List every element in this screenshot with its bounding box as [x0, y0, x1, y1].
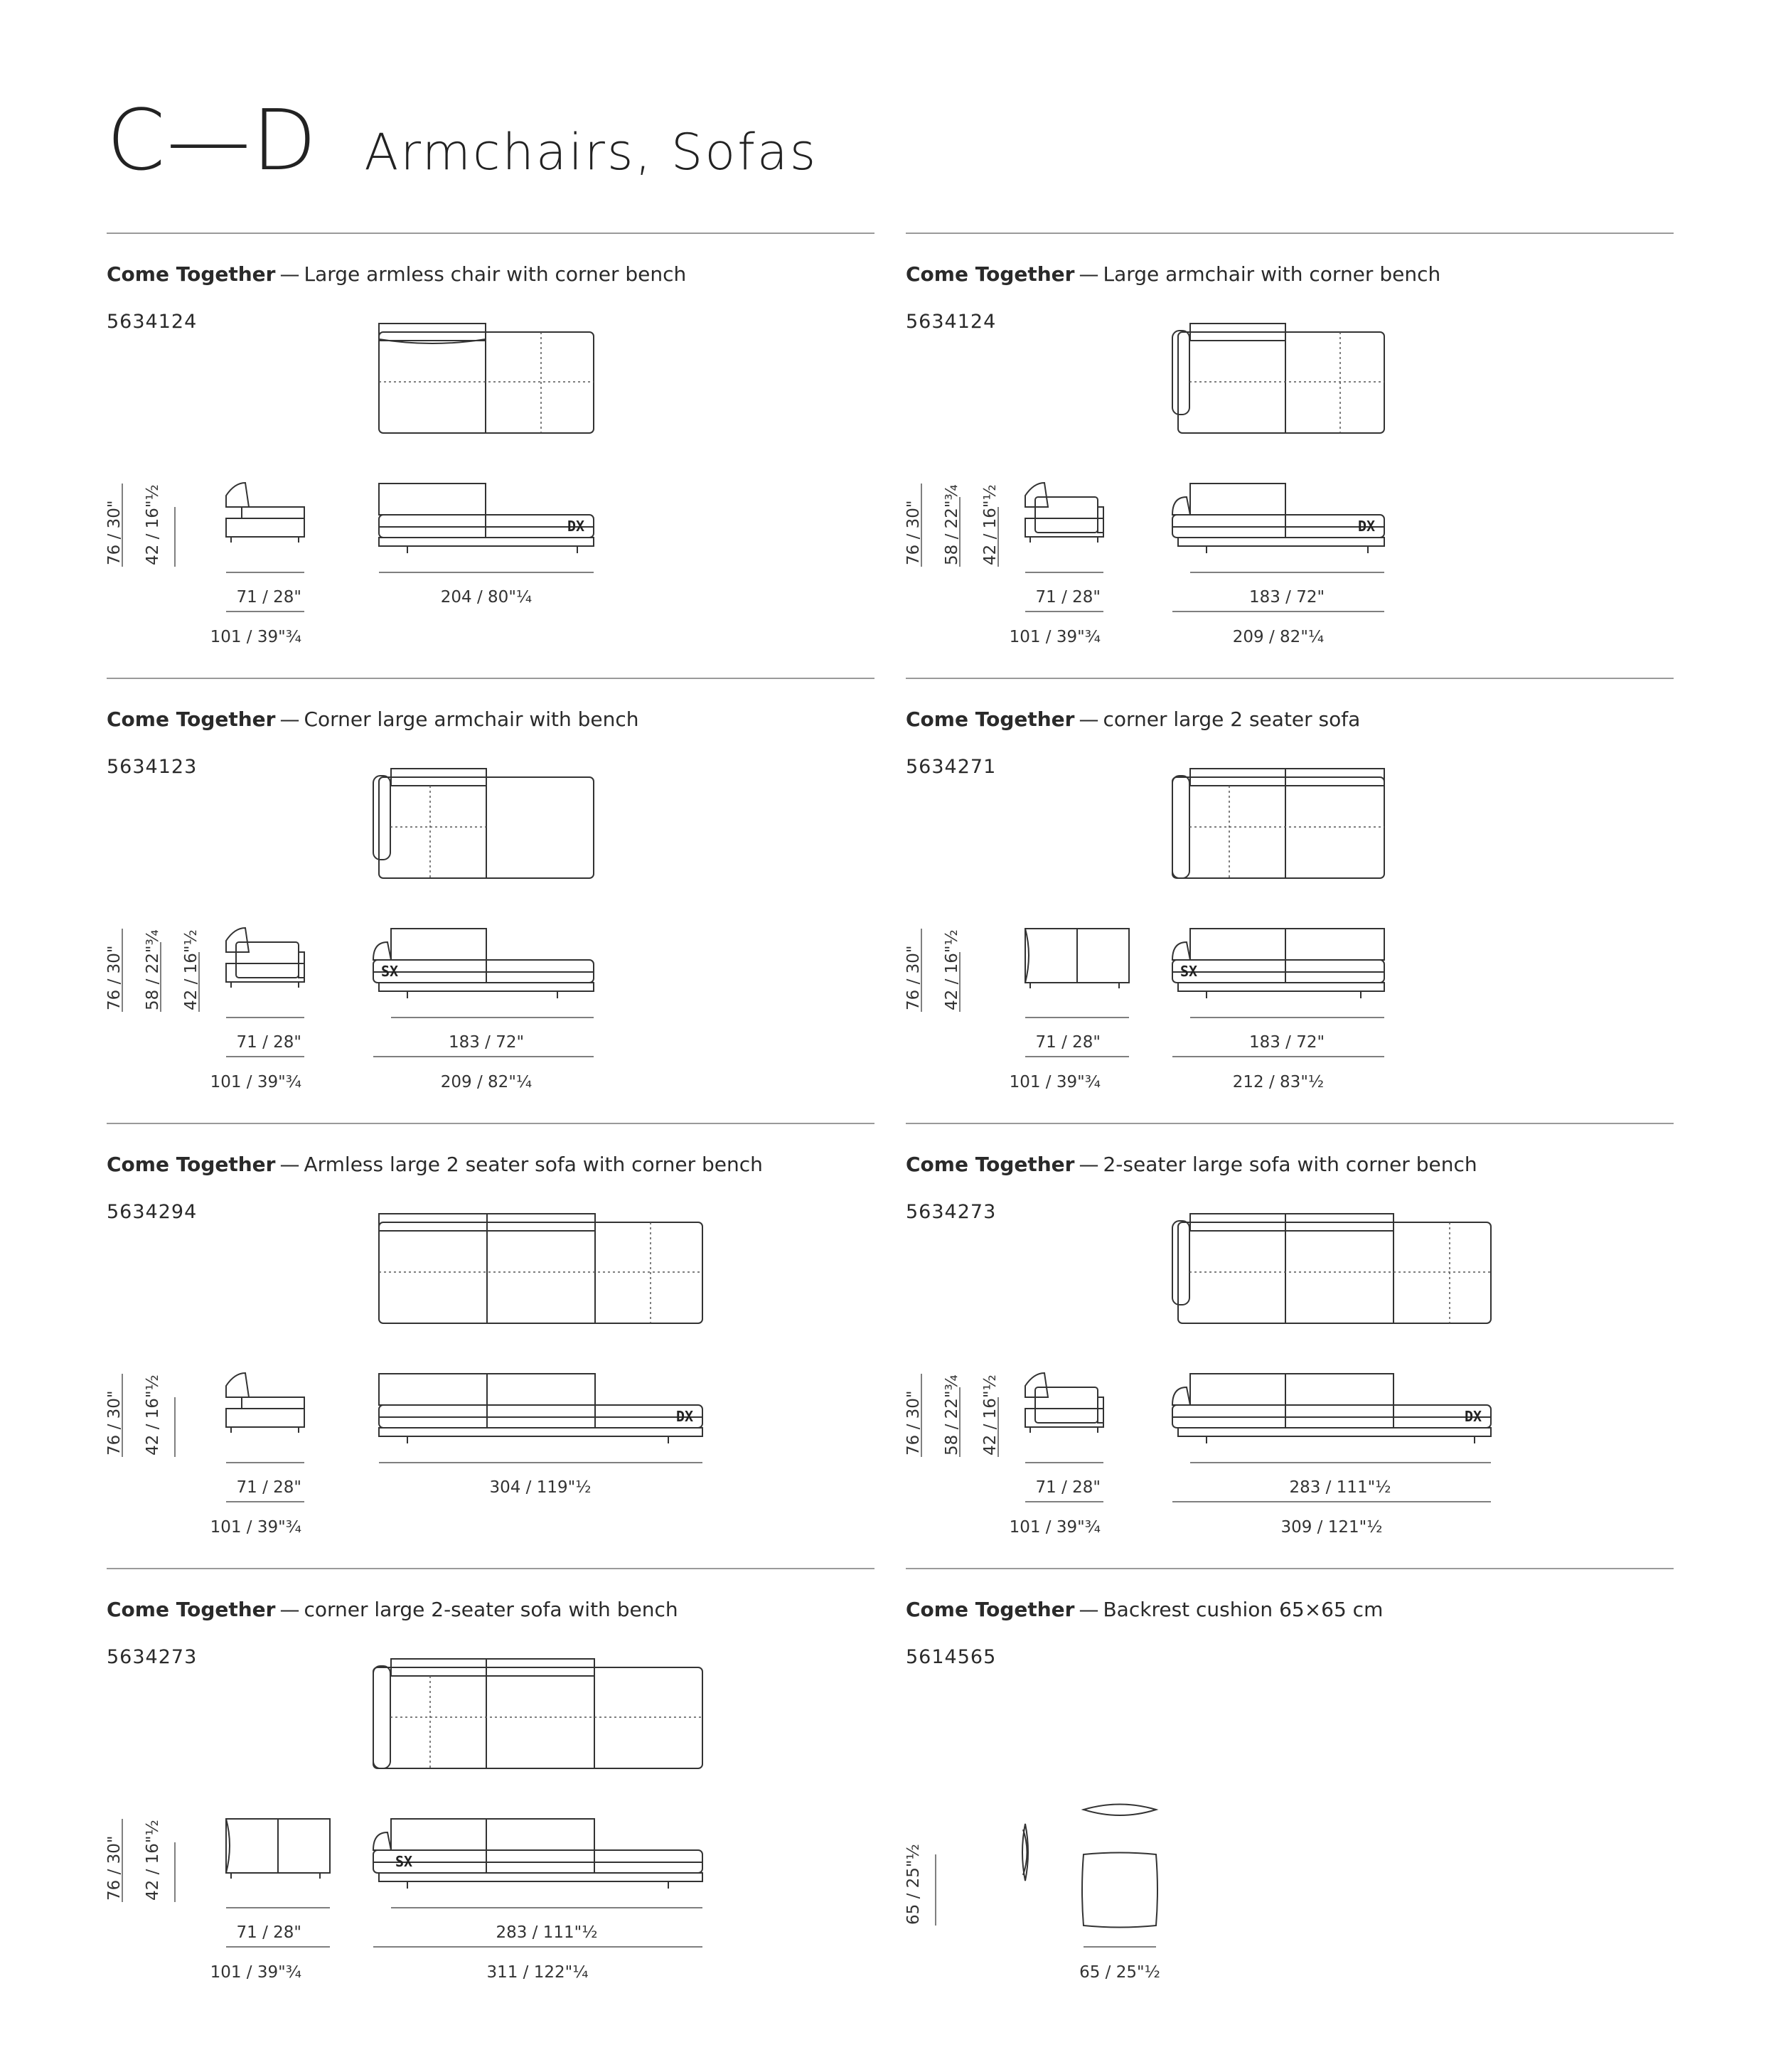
page-header	[107, 91, 818, 191]
cushion-height: 65 / 25"½	[904, 1844, 923, 1925]
orientation-tag: DX	[1465, 1408, 1482, 1425]
product-brand: Come Together	[107, 1153, 276, 1176]
overall-height: 76 / 30"	[904, 500, 923, 565]
plan-view	[379, 324, 594, 433]
product-name: Come Together — Armless large 2 seater sofa with corner bench	[107, 1153, 763, 1176]
plan-view	[373, 769, 594, 878]
overall-depth: 101 / 39"¾	[1009, 1518, 1101, 1537]
product-brand: Come Together	[906, 1598, 1075, 1621]
catalog-section-title: Armchairs, Sofas	[364, 123, 818, 181]
product-code: 5634124	[906, 311, 997, 333]
product-drawing	[107, 678, 874, 1123]
seat-width: 183 / 72"	[448, 1033, 525, 1052]
catalog-section-code: C—D	[107, 91, 319, 189]
product-section	[107, 1123, 874, 1568]
seat-height: 42 / 16"½	[144, 484, 162, 565]
side-view	[226, 1373, 304, 1433]
product-section	[107, 678, 874, 1123]
seat-depth: 71 / 28"	[1035, 1033, 1101, 1052]
overall-depth: 101 / 39"¾	[210, 1518, 301, 1537]
product-code: 5634294	[107, 1201, 198, 1223]
product-section	[906, 1123, 1674, 1568]
product-brand: Come Together	[107, 1598, 276, 1621]
product-drawing	[906, 1123, 1674, 1568]
orientation-tag: DX	[1358, 518, 1376, 535]
side-view	[226, 483, 304, 543]
seat-depth: 71 / 28"	[1035, 588, 1101, 607]
seat-width: 283 / 111"½	[496, 1923, 598, 1942]
seat-depth: 71 / 28"	[236, 1033, 301, 1052]
seat-height: 42 / 16"½	[943, 929, 961, 1010]
product-section	[906, 678, 1674, 1123]
product-description: Large armless chair with corner bench	[304, 262, 687, 286]
overall-depth: 101 / 39"¾	[210, 1073, 301, 1091]
product-section	[906, 233, 1674, 678]
plan-view	[1172, 1214, 1491, 1323]
product-drawing	[906, 678, 1674, 1123]
product-brand: Come Together	[906, 707, 1075, 731]
seat-height: 42 / 16"½	[144, 1820, 162, 1901]
product-description: Large armchair with corner bench	[1103, 262, 1441, 286]
seat-depth: 71 / 28"	[236, 588, 301, 607]
seat-height: 42 / 16"½	[981, 484, 1000, 565]
overall-width: 309 / 121"½	[1280, 1518, 1383, 1537]
front-view	[373, 1819, 702, 1889]
product-section	[906, 1568, 1674, 2013]
product-drawing	[906, 1568, 1674, 2013]
cushion-width: 65 / 25"½	[1079, 1963, 1160, 1982]
product-code: 5614565	[906, 1646, 997, 1668]
product-name: Come Together — Backrest cushion 65×65 cm	[906, 1598, 1384, 1621]
seat-depth: 71 / 28"	[236, 1478, 301, 1497]
product-drawing	[906, 233, 1674, 678]
overall-width: 311 / 122"¼	[486, 1963, 589, 1982]
armrest-height: 58 / 22"¾	[144, 929, 162, 1010]
product-name: Come Together — corner large 2-seater sofa with bench	[107, 1598, 678, 1621]
overall-height: 76 / 30"	[904, 1390, 923, 1456]
product-code: 5634271	[906, 756, 997, 778]
side-view	[226, 1819, 330, 1879]
orientation-tag: SX	[1180, 963, 1198, 980]
cushion-top-view	[1084, 1805, 1156, 1816]
side-view	[1025, 1373, 1103, 1433]
plan-view	[1172, 324, 1384, 433]
overall-height: 76 / 30"	[904, 945, 923, 1010]
product-name: Come Together — Large armless chair with corner bench	[107, 262, 687, 286]
plan-view	[1172, 769, 1384, 878]
front-view	[1172, 929, 1384, 998]
seat-height: 42 / 16"½	[144, 1374, 162, 1456]
product-name: Come Together — 2-seater large sofa with corner bench	[906, 1153, 1477, 1176]
overall-height: 76 / 30"	[105, 1835, 124, 1901]
product-brand: Come Together	[906, 1153, 1075, 1176]
dimension-lines	[122, 1819, 702, 1947]
product-section	[107, 1568, 874, 2013]
seat-depth: 71 / 28"	[1035, 1478, 1101, 1497]
product-code: 5634273	[107, 1646, 198, 1668]
overall-height: 76 / 30"	[105, 1390, 124, 1456]
product-brand: Come Together	[906, 262, 1075, 286]
product-description: Armless large 2 seater sofa with corner bench	[304, 1153, 763, 1176]
overall-height: 76 / 30"	[105, 500, 124, 565]
product-code: 5634123	[107, 756, 198, 778]
overall-depth: 101 / 39"¾	[1009, 1073, 1101, 1091]
seat-depth: 71 / 28"	[236, 1923, 301, 1942]
seat-width: 283 / 111"½	[1289, 1478, 1391, 1497]
seat-width: 183 / 72"	[1248, 1033, 1325, 1052]
seat-height: 42 / 16"½	[182, 929, 200, 1010]
front-view	[379, 1374, 702, 1443]
cushion-side-view	[1022, 1824, 1028, 1881]
plan-view	[379, 1214, 702, 1323]
front-view	[379, 484, 594, 553]
overall-width: 212 / 83"½	[1232, 1073, 1325, 1091]
side-view	[1025, 929, 1129, 988]
product-name: Come Together — Corner large armchair with bench	[107, 707, 639, 731]
product-drawing	[107, 233, 874, 678]
front-view	[1172, 484, 1384, 553]
product-code: 5634124	[107, 311, 198, 333]
product-drawing	[107, 1568, 874, 2013]
product-brand: Come Together	[107, 707, 276, 731]
plan-view	[373, 1659, 702, 1768]
cushion-front-view	[1082, 1853, 1157, 1928]
product-code: 5634273	[906, 1201, 997, 1223]
product-description: corner large 2 seater sofa	[1103, 707, 1361, 731]
product-description: 2-seater large sofa with corner bench	[1103, 1153, 1477, 1176]
seat-width: 183 / 72"	[1248, 588, 1325, 607]
dimension-lines	[122, 1374, 702, 1502]
orientation-tag: SX	[381, 963, 399, 980]
overall-width: 209 / 82"¼	[1232, 628, 1325, 646]
overall-width: 204 / 80"¼	[440, 588, 533, 607]
dimension-lines	[936, 1854, 1156, 1947]
armrest-height: 58 / 22"¾	[943, 1374, 961, 1456]
overall-depth: 101 / 39"¾	[210, 628, 301, 646]
side-view	[1025, 483, 1103, 543]
product-description: Backrest cushion 65×65 cm	[1103, 1598, 1384, 1621]
product-name: Come Together — Large armchair with corner bench	[906, 262, 1441, 286]
product-description: Corner large armchair with bench	[304, 707, 639, 731]
product-section	[107, 233, 874, 678]
orientation-tag: SX	[395, 1853, 413, 1870]
front-view	[1172, 1374, 1491, 1443]
side-view	[226, 928, 304, 988]
overall-width: 304 / 119"½	[489, 1478, 592, 1497]
overall-height: 76 / 30"	[105, 945, 124, 1010]
armrest-height: 58 / 22"¾	[943, 484, 961, 565]
seat-height: 42 / 16"½	[981, 1374, 1000, 1456]
overall-width: 209 / 82"¼	[440, 1073, 533, 1091]
product-brand: Come Together	[107, 262, 276, 286]
product-description: corner large 2-seater sofa with bench	[304, 1598, 678, 1621]
overall-depth: 101 / 39"¾	[1009, 628, 1101, 646]
product-drawing	[107, 1123, 874, 1568]
front-view	[373, 929, 594, 998]
product-name: Come Together — corner large 2 seater sofa	[906, 707, 1361, 731]
overall-depth: 101 / 39"¾	[210, 1963, 301, 1982]
orientation-tag: DX	[567, 518, 585, 535]
orientation-tag: DX	[676, 1408, 694, 1425]
